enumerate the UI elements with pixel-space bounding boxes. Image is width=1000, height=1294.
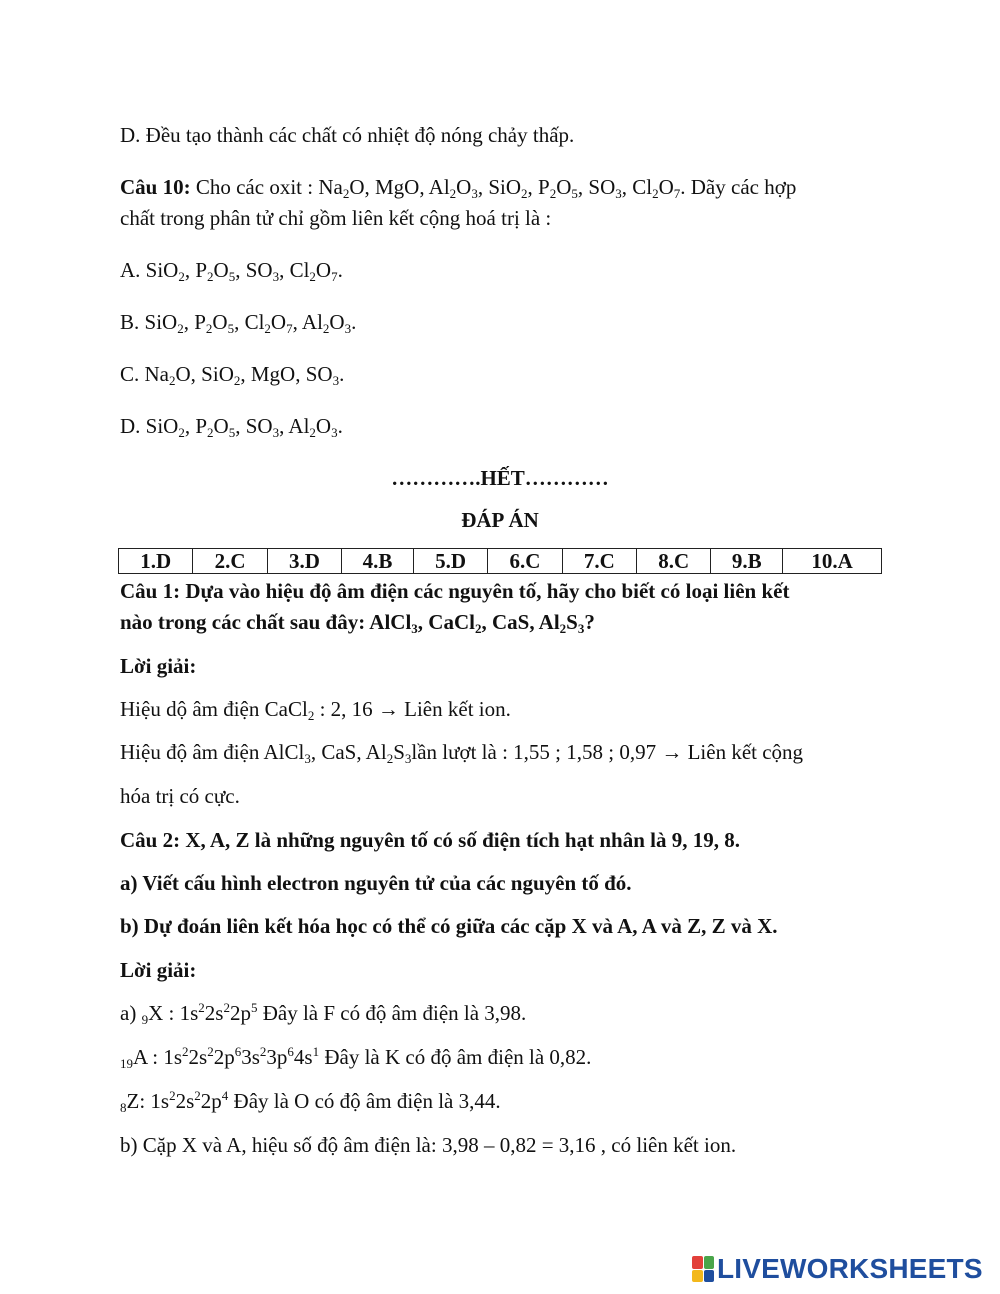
answer-cell: 2.C	[193, 549, 267, 574]
answer-table	[118, 548, 882, 574]
cau1-question-line2: nào trong các chất sau đây: AlCl$_3$, CaCl$_2$, CaS, $Al_2S_3$?	[120, 610, 595, 636]
answer-cell: 3.D	[267, 549, 341, 574]
answer-cell: 5.D	[413, 549, 487, 574]
cau1-solution-line1: Hiệu dộ âm điện CaCl$_2$ : 2, 16 → Liên kết ion.	[120, 697, 511, 723]
logo-mark-icon	[692, 1256, 714, 1282]
q10-line2: chất trong phân tử chỉ gồm liên kết cộng hoá trị là :	[120, 206, 552, 230]
cau1-question-line1: Câu 1: Dựa vào hiệu độ âm điện các nguyên tố, hãy cho biết có loại liên kết	[120, 579, 790, 603]
cau1-solution-line2: Hiệu độ âm điện AlCl$_3$, CaS, $Al_2S_3lần$ lượt là : 1,55 ; 1,58 ; 0,97 → Liên kết cộng	[120, 740, 804, 766]
q10-option-c: C. $Na_2O$, SiO$_2$, MgO, $SO_3$.	[120, 362, 345, 388]
q10-label: Câu 10:	[120, 175, 191, 199]
q10-line1: Câu 10: Cho các oxit : $Na_2O$, MgO, $Al_2O_3$, SiO$_2$, $P_2O_5$, $SO_3$, $Cl_2O_7$. Dãy các hợp	[120, 175, 797, 201]
answer-cell: 1.D	[119, 549, 193, 574]
q10-option-b: B. SiO$_2$, $P_2O_5$, $Cl_2O_7$, $Al_2O_3$.	[120, 310, 357, 336]
q10-option-d: D. SiO$_2$, $P_2O_5$, $SO_3$, $Al_2O_3$.	[120, 414, 343, 440]
answer-cell: 8.C	[637, 549, 711, 574]
answer-cell: 6.C	[488, 549, 562, 574]
end-marker: ………….HẾT…………	[391, 466, 609, 490]
cau2-config-z: 8Z: $1s^22s^22p^4$ Đây là O có độ âm điện là 3,44.	[120, 1088, 501, 1115]
answer-row	[119, 549, 882, 574]
liveworksheets-logo[interactable]	[692, 1254, 983, 1284]
cau2-solution-label: Lời giải:	[120, 958, 197, 982]
cau2-question-line2: a) Viết cấu hình electron nguyên tử của các nguyên tố đó.	[120, 871, 632, 895]
answer-cell: 7.C	[562, 549, 636, 574]
answer-cell: 10.A	[783, 549, 882, 574]
cau2-config-a: 19A : $1s^22s^22p^63s^23p^64s^1$ Đây là K có độ âm điện là 0,82.	[120, 1044, 592, 1071]
cau2-config-x: a) 9X : $1s^22s^22p^5$ Đây là F có độ âm điện là 3,98.	[120, 1000, 527, 1027]
cau1-solution-line3: hóa trị có cực.	[120, 784, 240, 808]
cau1-solution-label: Lời giải:	[120, 654, 197, 678]
answer-cell: 4.B	[342, 549, 414, 574]
cau2-question-line1: Câu 2: X, A, Z là những nguyên tố có số điện tích hạt nhân là 9, 19, 8.	[120, 828, 740, 852]
cau2-question-line3: b) Dự đoán liên kết hóa học có thể có giữa các cặp X và A, A và Z, Z và X.	[120, 914, 778, 938]
logo-text: LIVEWORKSHEETS	[717, 1253, 983, 1284]
q10-text1: Cho các oxit : Na	[190, 175, 343, 199]
answer-title: ĐÁP ÁN	[461, 508, 539, 532]
q9-option-d: D. Đều tạo thành các chất có nhiệt độ nóng chảy thấp.	[120, 123, 575, 147]
cau2-pair-x-a: b) Cặp X và A, hiệu số độ âm điện là: 3,98 – 0,82 = 3,16 , có liên kết ion.	[120, 1133, 737, 1157]
answer-cell: 9.B	[711, 549, 783, 574]
q10-option-a: A. SiO$_2$, $P_2O_5$, $SO_3$, $Cl_2O_7$.	[120, 258, 343, 284]
